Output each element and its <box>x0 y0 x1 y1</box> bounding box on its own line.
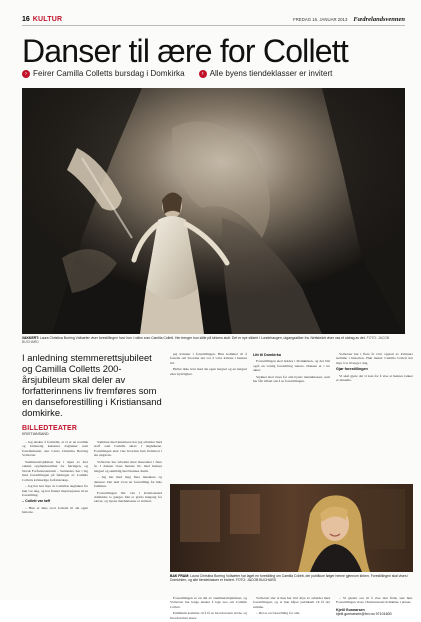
left-column <box>22 352 162 622</box>
subheading: Gjør forestillingen <box>336 367 368 372</box>
right-bottom-text-columns <box>170 596 413 622</box>
paragraph: Vi skal gjøre det vi kan for å vise at hennes tanker er aktuelle. <box>336 373 413 383</box>
right-column <box>170 352 413 622</box>
page-number: 16 <box>22 16 30 23</box>
right-top-text-columns <box>170 352 413 484</box>
byline-name: Kjetil Gunnarsen <box>336 607 365 612</box>
issue-date: FREDAG 16. JANUAR 2013 <box>293 17 348 22</box>
lead-paragraph: I anledning stemmerettsjubileet og Camilla Colletts 200-årsjubileum skal deler av forfatterinnens liv fremføres som en danseforestilling i Kristiansand domkirke. <box>22 352 162 418</box>
paragraph: – Jeg har lest mye av Camillas dagbøker fra hun var ung, og har funnet inspirasjonen til en forestilling. <box>22 484 88 497</box>
subhead-2-text: Alle byens tiendeklasser er invitert <box>209 69 333 78</box>
text-column-e <box>336 352 413 484</box>
hero-caption-tag: VAKKERT: <box>22 336 39 340</box>
byline-email[interactable]: kjetil.gunnarsen@fvn.no <box>336 612 375 617</box>
subheads <box>22 69 405 78</box>
hero-photo <box>22 88 405 334</box>
text-column-g <box>253 596 330 622</box>
byline <box>336 608 413 617</box>
subheading: – Collett var tøff <box>22 499 51 504</box>
arrow-bullet-icon: › <box>199 70 207 78</box>
paper-name: Fædrelandsvennen <box>353 16 405 23</box>
portrait-caption-credit: FOTO: JACOB BUCHARD <box>235 578 277 583</box>
paragraph: – Det er en forestilling for alle. <box>256 611 301 616</box>
headline: Danser til ære for Collett <box>22 33 348 69</box>
hero-caption-credit: FOTO: JACOB BUCHARD <box>22 336 390 345</box>
text-column-b <box>94 440 162 517</box>
left-text-columns <box>22 440 162 517</box>
subheading: Litt til Domkirka <box>253 353 281 357</box>
paragraph: Sammen med kunstnere har jeg arbeidet med stoff som Camilla skrev i dagbøkene. Fortellingen skal vise hvordan hun fremstod i sin ungdom. <box>94 440 162 458</box>
byline-phone: 97101600 <box>375 612 392 617</box>
portrait-caption <box>170 574 413 588</box>
text-column-a <box>22 440 88 517</box>
subhead-2 <box>199 69 333 78</box>
hero-caption <box>22 336 405 346</box>
paragraph: Stemmerettsjubileet har i løpet av året vekket oppmerksomhet for feiringen, og Norsk Forfattersentrum – Sørlandet, har i lag med forestillingen på feiringen av Camilla Colletts kvinnelige forfatterskap. <box>22 459 88 482</box>
text-column-h <box>336 596 413 622</box>
paragraph: Publikum kommer til å få se hvordan hun levde, og hvordan hun skrev. <box>170 611 247 620</box>
portrait-caption-tag: BAK FRAM: <box>170 574 190 578</box>
paragraph: Stykket skal vises for alle byens tiendeklasser, som har fått tilbud om å se forestillingen. <box>253 374 330 384</box>
portrait-photo <box>170 484 413 572</box>
header-right <box>293 16 405 23</box>
paragraph: – Jeg ønsker å formidle, at vi er en nordisk og kvinnelig kunstner dagbøker som fortellerkunst, sier Laura Christina Borring Vollsæter. <box>22 440 88 458</box>
cave-dancer-photo <box>22 88 405 334</box>
subhead-1 <box>22 69 185 78</box>
woman-portrait-photo <box>170 484 413 572</box>
paragraph: Vollsæter har arbeidet med materialet i flere år. I dansen vises hennes liv, med hennes lengsel og samtidig med hennes drøm. <box>94 459 162 473</box>
paragraph: Forestillingen blir vist i Kristiansand domkirke to ganger. Det er gratis inngang for elever, og byens tiendeklasser er invitert. <box>94 490 162 504</box>
paragraph: Forestillingen er en del av stemmerettsjubileet, og Vollsæter har lenge ønsket å lage noe om Camilla Collett. <box>170 596 247 609</box>
dateline-place: KRISTIANSAND <box>22 432 49 436</box>
paragraph: Vollsæter har i flere år vært opptatt av kvinners stemme i historien. Hun mener Camilla Collett har mye å si til unge i dag. <box>336 352 413 365</box>
text-column-c <box>170 352 247 484</box>
article-body <box>22 352 413 622</box>
paragraph: – Vi gleder oss til å vise den fram, sier hun. Forestillingen vises i Kristiansand domkirke i januar. <box>336 596 413 605</box>
paragraph: – Hun er ikke stort forhold til sin egen historie. <box>22 505 88 515</box>
hero-caption-text: Laura Christina Borring Vollsæter viser forestillingen hvor hun i rollen som Camilla Collett. Her trenger hun stille på kirkens slutt. Det er nye sikkert i Lundehaugen, utgangsstiker fra. Nettstedet viser oss et utdrag av det. <box>39 336 366 340</box>
kicker: BILLEDTEATER <box>22 425 78 432</box>
paragraph: jeg kvinner i forestillingen. Hun kommer til å fortelle om hvordan det var å være kvinne i hennes tid. <box>170 352 247 365</box>
paragraph: Vollsæter sier at hun har lært mye av arbeidet med forestillingen, og at hun håper publikum vil få det samme. <box>253 596 330 609</box>
subhead-1-text: Feirer Camilla Colletts bursdag i Domkirka <box>33 69 185 78</box>
text-column-f <box>170 596 247 622</box>
paragraph: Forestillingen skal holdes i Domkirken, og det blir også en vanlig forestilling senere. Dansen er i tre akter. <box>253 359 330 373</box>
paragraph: Heller ikke leve med sin egen lengsel og en lengsel etter kjærlighet. <box>170 367 247 376</box>
text-column-d <box>253 352 330 484</box>
page-header <box>22 14 405 26</box>
paragraph: – Jeg har med meg flere musikere og dansere. Det skal være en forestilling for hele familien. <box>94 475 162 489</box>
section-label: KULTUR <box>32 16 63 23</box>
arrow-bullet-icon: › <box>22 70 30 78</box>
portrait-caption-text: Laura Christina Borring Vollsæter har laget en forestilling om Camilla Collett, der publikum følger henne gjennom kirken. Forestillingen skal vises i Domkirken, og alle tiendeklasser er invitert. <box>170 574 409 583</box>
